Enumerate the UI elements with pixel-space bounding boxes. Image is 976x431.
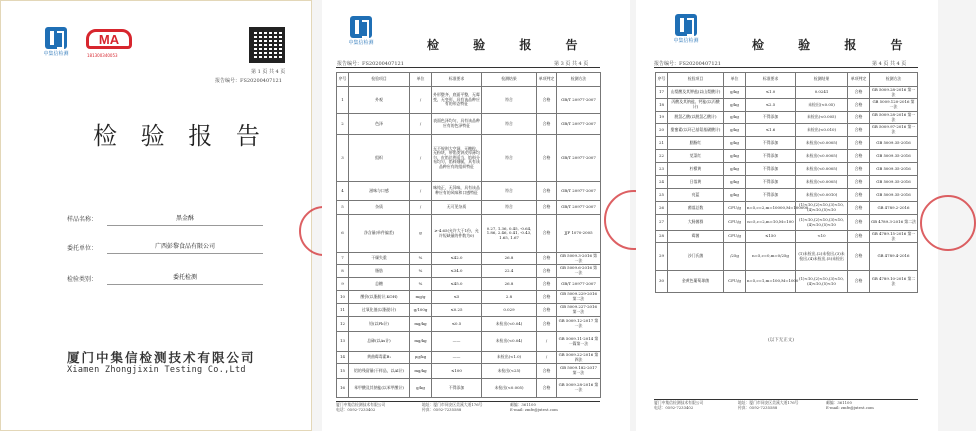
table-cell: 16 (337, 379, 349, 398)
table-row (337, 332, 601, 352)
table-cell: 14 (337, 352, 349, 364)
table-cell: GB/T 20977-2007 (557, 114, 601, 135)
table-cell: 未检出(<0.010) (796, 124, 848, 137)
table-cell: 色泽 (349, 114, 410, 135)
table-cell: GB 5009.227-2016 第一法 (557, 304, 601, 317)
table-cell: 丙酸及其钠盐、钙盐(以丙酸计) (668, 99, 724, 112)
table-cell: 沙门氏菌 (668, 243, 724, 271)
page-title: 检 验 报 告 (752, 38, 918, 52)
table-row (656, 124, 918, 137)
table-cell: n=5,c=2,m=10,M=100 (746, 215, 796, 231)
report-cover-page (0, 0, 312, 431)
table-cell: 6 (337, 215, 349, 253)
table-cell: ≤1.6 (746, 124, 796, 137)
table-cell: 干燥失重 (349, 253, 410, 265)
table-cell: 未检出(<0.0010) (796, 189, 848, 202)
table-row (656, 202, 918, 215)
table-cell: GB/T 20977-2007 (557, 278, 601, 291)
table-cell: GB 5009.28-2016 第一法 (870, 112, 918, 124)
table-cell: ≤0.5 (432, 317, 482, 332)
table-row (337, 265, 601, 278)
table-cell: 8 (337, 265, 349, 278)
table-cell: 未检出(<25) (482, 364, 537, 379)
column-header: 标准要求 (432, 73, 482, 87)
table-cell: 30 (656, 271, 668, 293)
table-cell: GB 5009.35-2016 (870, 150, 918, 163)
table-cell: GB 5009.22-2016 第四法 (557, 352, 601, 364)
table-cell: 外形整齐，底面平整，无霉变，无变形，具有该品种应有的形态特征 (432, 87, 482, 114)
table-cell: 无不规则大空洞，无糖粒，无粉块，带馅类饼皮厚薄均匀，皮馅比例适当，馅料分布均匀，馅料细腻，具有该品种应有的组织特征 (432, 135, 482, 182)
table-cell: 过氧化值(以脂肪计) (349, 304, 410, 317)
table-cell: (1)未检出,(2)未检出,(3)未检出,(4)未检出,(5)未检出 (796, 243, 848, 271)
table-cell: ≤42.0 (432, 253, 482, 265)
table-cell: <10 (796, 231, 848, 243)
table-cell: 合格 (848, 231, 870, 243)
table-cell: 亮蓝 (668, 189, 724, 202)
table-row (656, 99, 918, 112)
table-cell: 5 (337, 201, 349, 215)
divider (654, 67, 918, 68)
footer: 厦门中集信检测技术有限公司 电话：0592-7233402 (654, 400, 704, 410)
table-cell: 未检出(<0.0005) (796, 176, 848, 189)
cma-number: 181300340053 (87, 53, 118, 58)
table-cell: CFU/g (724, 271, 746, 293)
page-info: 第 1 页 共 4 页 (251, 69, 286, 75)
table-cell: 杂质 (349, 201, 410, 215)
footer: 邮编：361100 E-mail: zmfe@jxtest.com (510, 402, 558, 412)
table-cell: GB 4789.4-2016 (870, 243, 918, 271)
table-cell: 17 (656, 87, 668, 99)
column-header: 标准要求 (746, 73, 796, 87)
table-cell: GB/T 20977-2007 (557, 182, 601, 201)
table-cell: g/kg (724, 124, 746, 137)
table-cell: GB 5009.28-2016 第一法 (870, 87, 918, 99)
table-row (337, 215, 601, 253)
report-page-3 (322, 0, 630, 431)
table-cell: 未检出(<0.0005) (796, 150, 848, 163)
table-cell: 组织 (349, 135, 410, 182)
table-cell: 苋菜红 (668, 150, 724, 163)
table-cell: 22 (656, 150, 668, 163)
table-cell: g/kg (724, 163, 746, 176)
table-row (656, 112, 918, 124)
table-cell: ≤150 (746, 231, 796, 243)
table-cell: GB 5009.6-2016 第一法 (557, 265, 601, 278)
table-cell: 合格 (537, 379, 557, 398)
table-cell: 2 (337, 114, 349, 135)
table-cell: 味纯正，无异味，具有该品种应有的风味和口感特征 (432, 182, 482, 201)
table-cell: 20 (656, 124, 668, 137)
page-info: 第 3 页 共 4 页 (554, 61, 589, 67)
table-row (656, 137, 918, 150)
table-cell: 12 (337, 317, 349, 332)
table-cell: ≤45.0 (432, 278, 482, 291)
table-cell: JJF 1070-2005 (557, 215, 601, 253)
company-logo: 中集信检测 (41, 27, 71, 57)
table-cell: GB 5009.3-2016 第一法 (557, 253, 601, 265)
table-row (656, 271, 918, 293)
table-cell: GB 5009.28-2016 第一法 (557, 379, 601, 398)
table-cell: / (410, 135, 432, 182)
table-cell: 10 (337, 291, 349, 304)
table-cell: mg/kg (410, 317, 432, 332)
footer: 地址：厦门市同安区美溪大道176号 传真：0592-7235588 (738, 400, 799, 410)
table-cell: 26.8 (482, 278, 537, 291)
table-cell: GB 5009.229-2016 第二法 (557, 291, 601, 304)
column-header: 单项判定 (537, 73, 557, 87)
footer: 厦门中集信检测技术有限公司 电话：0592-7233402 (336, 402, 386, 412)
table-cell: (1)<10,(2)<10,(3)<10,(4)<10,(5)<10 (796, 202, 848, 215)
table-cell: 合格 (537, 364, 557, 379)
table-cell: 22.4 (482, 265, 537, 278)
qr-code (249, 27, 285, 63)
table-cell: 净含量(单件偏差) (349, 215, 410, 253)
table-cell: 合格 (537, 201, 557, 215)
table-cell: g (410, 215, 432, 253)
table-cell: n=5,c=1,m=100,M=1000 (746, 271, 796, 293)
table-cell: 不得添加 (432, 379, 482, 398)
table-cell: g/kg (724, 150, 746, 163)
table-cell: 合格 (537, 253, 557, 265)
table-cell: g/kg (724, 112, 746, 124)
table-cell: GB 5009.35-2016 (870, 189, 918, 202)
table-cell: n=5,c=0,m=0/25g (746, 243, 796, 271)
table-cell: 18 (656, 99, 668, 112)
table-cell: / (410, 87, 432, 114)
table-cell: 酸价(以脂肪计,KOH) (349, 291, 410, 304)
report-page-4 (636, 0, 938, 431)
table-cell: 13 (337, 332, 349, 352)
table-cell: 甜蜜素(以环己基氨基磺酸计) (668, 124, 724, 137)
table-cell: 霉菌 (668, 231, 724, 243)
table-cell: ≤5 (432, 291, 482, 304)
table-cell: 合格 (537, 135, 557, 182)
page-info: 第 4 页 共 4 页 (872, 61, 907, 67)
table-cell: 合格 (537, 87, 557, 114)
table-cell: ≤1.0 (746, 87, 796, 99)
table-cell: 合格 (537, 182, 557, 201)
table-cell: 滋味与口感 (349, 182, 410, 201)
divider (336, 67, 600, 68)
table-row (337, 87, 601, 114)
table-row (337, 253, 601, 265)
table-row (337, 201, 601, 215)
table-cell: ≤100 (432, 364, 482, 379)
table-cell: 脱氢乙酸(以脱氢乙酸计) (668, 112, 724, 124)
table-row (656, 189, 918, 202)
table-cell: GB 4789.2-2016 (870, 202, 918, 215)
table-cell: 3 (337, 135, 349, 182)
table-cell: GB 5009.97-2016 第一法 (870, 124, 918, 137)
table-cell: 不得添加 (746, 176, 796, 189)
column-header: 检验项目 (349, 73, 410, 87)
table-cell: 胭脂红 (668, 137, 724, 150)
company-name-en: Xiamen Zhongjixin Testing Co.,Ltd (67, 365, 246, 375)
table-row (337, 379, 601, 398)
table-cell: 表面色泽均匀，具有该品种应有的色泽特征 (432, 114, 482, 135)
table-cell: 山梨酸及其钾盐(以山梨酸计) (668, 87, 724, 99)
table-cell: 总糖 (349, 278, 410, 291)
table-cell: 26.8 (482, 253, 537, 265)
table-row (656, 231, 918, 243)
table-cell: 0.029 (482, 304, 537, 317)
table-cell: g/kg (724, 99, 746, 112)
table-cell: 合格 (848, 87, 870, 99)
table-row (337, 114, 601, 135)
column-header: 检测结果 (796, 73, 848, 87)
page-title: 检 验 报 告 (427, 38, 593, 52)
table-cell: 大肠菌群 (668, 215, 724, 231)
sample-name: 黑金酥 (107, 213, 263, 226)
table-row (337, 304, 601, 317)
table-cell: GB 4789.15-2016 第一法 (870, 231, 918, 243)
table-cell: 24 (656, 176, 668, 189)
table-cell: 合格 (848, 271, 870, 293)
table-cell: / (537, 332, 557, 352)
table-cell: / (537, 352, 557, 364)
company-logo: 中集信检测 (671, 14, 701, 44)
table-cell: 总砷(以As计) (349, 332, 410, 352)
table-row (656, 87, 918, 99)
table-cell: 不得添加 (746, 189, 796, 202)
table-cell: 29 (656, 243, 668, 271)
table-cell: GB 5009.12-2017 第一法 (557, 317, 601, 332)
table-row (656, 176, 918, 189)
table-cell: 合格 (848, 112, 870, 124)
table-cell: 不得添加 (746, 112, 796, 124)
table-cell: 合格 (848, 99, 870, 112)
table-cell: 苯甲酸及其钠盐(以苯甲酸计) (349, 379, 410, 398)
column-header: 检测方法 (870, 73, 918, 87)
table-cell: GB 5009.11-2014 第一篇第一法 (557, 332, 601, 352)
table-cell: % (410, 253, 432, 265)
footer: 邮编：361100 E-mail: zmfe@jxtest.com (826, 400, 874, 410)
column-header: 检验项目 (668, 73, 724, 87)
table-cell: GB/T 20977-2007 (557, 201, 601, 215)
table-cell: GB 5009.35-2016 (870, 163, 918, 176)
table-cell: 合格 (537, 215, 557, 253)
column-header: 序号 (656, 73, 668, 87)
table-cell: ≤2.5 (746, 99, 796, 112)
table-cell: 符合 (482, 201, 537, 215)
table-cell: 菌落总数 (668, 202, 724, 215)
table-cell: 铝的残留量(干样品，以Al计) (349, 364, 410, 379)
column-header: 单位 (724, 73, 746, 87)
table-cell: 无可见杂质 (432, 201, 482, 215)
results-table (336, 72, 601, 398)
table-cell: 柠檬黄 (668, 163, 724, 176)
table-cell: GB 5009.35-2016 (870, 137, 918, 150)
table-cell: 合格 (537, 278, 557, 291)
table-cell: ≥-4.65(允许大于1份，允许短缺量的件数为0) (432, 215, 482, 253)
table-cell: 合格 (537, 317, 557, 332)
table-cell: 0.0241 (796, 87, 848, 99)
table-cell: 0.27, 1.36, 0.45, -0.64, 1.86, 2.46, 0.41, -0.43, 1.65, 1.67 (482, 215, 537, 253)
table-cell: 未检出(<0.005) (482, 379, 537, 398)
table-cell: 合格 (848, 150, 870, 163)
table-cell: 15 (337, 364, 349, 379)
table-cell: g/kg (724, 189, 746, 202)
company-logo: 中集信检测 (346, 16, 376, 46)
column-header: 检测结果 (482, 73, 537, 87)
table-cell: mg/kg (410, 364, 432, 379)
table-cell: GB 4789.10-2016 第二法 (870, 271, 918, 293)
field-label: 检验类别： (67, 276, 98, 283)
table-cell: g/kg (724, 176, 746, 189)
table-cell: 未检出(<0.04) (482, 317, 537, 332)
table-cell: 未检出(<0.04) (482, 332, 537, 352)
column-header: 单项判定 (848, 73, 870, 87)
table-header-row (337, 73, 601, 87)
table-cell: 4 (337, 182, 349, 201)
table-cell: 脂肪 (349, 265, 410, 278)
table-cell: 未检出(<0.05) (796, 99, 848, 112)
table-row (337, 135, 601, 182)
table-cell: g/100g (410, 304, 432, 317)
table-cell: / (410, 182, 432, 201)
report-title: 检 验 报 告 (93, 122, 268, 150)
table-cell: 未检出(<0.0005) (796, 137, 848, 150)
table-cell: 不得添加 (746, 163, 796, 176)
table-cell: 符合 (482, 114, 537, 135)
table-cell: 合格 (848, 137, 870, 150)
table-cell: GB/T 20977-2007 (557, 135, 601, 182)
table-cell: g/kg (410, 379, 432, 398)
table-cell: 合格 (848, 202, 870, 215)
table-cell: 符合 (482, 87, 537, 114)
report-number: 报告编号：FS20200407121 (654, 61, 721, 67)
table-cell: /25g (724, 243, 746, 271)
test-type: 委托检测 (107, 272, 263, 285)
table-cell: 23 (656, 163, 668, 176)
client-name: 广西彭黎食品有限公司 (107, 241, 263, 254)
table-cell: 19 (656, 112, 668, 124)
table-cell: 合格 (848, 243, 870, 271)
table-cell: 21 (656, 137, 668, 150)
table-cell: 符合 (482, 182, 537, 201)
table-cell: ≤0.25 (432, 304, 482, 317)
table-cell: 黄曲霉毒素B₁ (349, 352, 410, 364)
table-cell: 合格 (848, 124, 870, 137)
table-cell: 合格 (537, 291, 557, 304)
table-cell: CFU/g (724, 202, 746, 215)
table-cell: 合格 (848, 163, 870, 176)
table-cell: 27 (656, 215, 668, 231)
table-cell: —— (432, 332, 482, 352)
field-label: 样品名称： (67, 216, 98, 223)
table-cell: ≤34.0 (432, 265, 482, 278)
table-cell: 7 (337, 253, 349, 265)
table-cell: 25 (656, 189, 668, 202)
table-cell: (1)<10,(2)<10,(3)<10,(4)<10,(5)<10 (796, 215, 848, 231)
table-cell: 未检出(<0.005) (796, 112, 848, 124)
table-row (337, 291, 601, 304)
table-row (656, 163, 918, 176)
column-header: 序号 (337, 73, 349, 87)
table-cell: 2.8 (482, 291, 537, 304)
table-cell: —— (432, 352, 482, 364)
table-cell: GB 5009.35-2016 (870, 176, 918, 189)
table-cell: 不得添加 (746, 137, 796, 150)
table-cell: 不得添加 (746, 150, 796, 163)
table-cell: 合格 (537, 265, 557, 278)
table-cell: 金黄色葡萄球菌 (668, 271, 724, 293)
table-cell: g/kg (724, 87, 746, 99)
table-cell: % (410, 278, 432, 291)
table-cell: mg/g (410, 291, 432, 304)
table-row (337, 317, 601, 332)
report-number: 报告编号：FS20200407121 (215, 78, 282, 84)
table-cell: 合格 (848, 215, 870, 231)
table-cell: 合格 (848, 176, 870, 189)
table-cell: 9 (337, 278, 349, 291)
table-cell: 未检出(<1.0) (482, 352, 537, 364)
table-cell: GB/T 20977-2007 (557, 87, 601, 114)
company-name: 厦门中集信检测技术有限公司 (67, 350, 256, 365)
table-cell: CFU/g (724, 231, 746, 243)
footer: 地址：厦门市同安区美溪大道176号 传真：0592-7235588 (422, 402, 483, 412)
table-row (337, 278, 601, 291)
table-cell: 合格 (537, 114, 557, 135)
table-cell: n=5,c=2,m=10000,M=100000 (746, 202, 796, 215)
table-cell: CFU/g (724, 215, 746, 231)
table-cell: 符合 (482, 135, 537, 182)
table-cell: GB 5009.120-2016 第一法 (870, 99, 918, 112)
table-cell: 26 (656, 202, 668, 215)
table-header-row (656, 73, 918, 87)
table-cell: μg/kg (410, 352, 432, 364)
table-cell: 合格 (537, 304, 557, 317)
table-cell: 日落黄 (668, 176, 724, 189)
table-row (337, 364, 601, 379)
table-cell: / (410, 201, 432, 215)
field-label: 委托单位： (67, 245, 98, 252)
red-stamp (920, 195, 976, 251)
table-cell: 1 (337, 87, 349, 114)
table-cell: % (410, 265, 432, 278)
table-cell: (1)<10,(2)<10,(3)<10,(4)<10,(5)<10 (796, 271, 848, 293)
table-row (337, 182, 601, 201)
table-row (337, 352, 601, 364)
results-table (655, 72, 918, 293)
table-cell: 铅(以Pb计) (349, 317, 410, 332)
cma-logo: MA (86, 29, 132, 49)
table-cell: g/kg (724, 137, 746, 150)
report-number: 报告编号：FS20200407121 (337, 61, 404, 67)
table-row (656, 215, 918, 231)
table-cell: 11 (337, 304, 349, 317)
table-cell: 合格 (848, 189, 870, 202)
table-cell: 未检出(<0.0005) (796, 163, 848, 176)
column-header: 检测方法 (557, 73, 601, 87)
table-row (656, 243, 918, 271)
table-cell: 28 (656, 231, 668, 243)
table-row (656, 150, 918, 163)
column-header: 单位 (410, 73, 432, 87)
table-cell: mg/kg (410, 332, 432, 352)
end-note: (以下无正文) (768, 338, 795, 343)
table-cell: GB 4789.3-2016 第二法 (870, 215, 918, 231)
table-cell: GB 5009.182-2017 第一法 (557, 364, 601, 379)
table-cell: / (410, 114, 432, 135)
table-cell: 外观 (349, 87, 410, 114)
